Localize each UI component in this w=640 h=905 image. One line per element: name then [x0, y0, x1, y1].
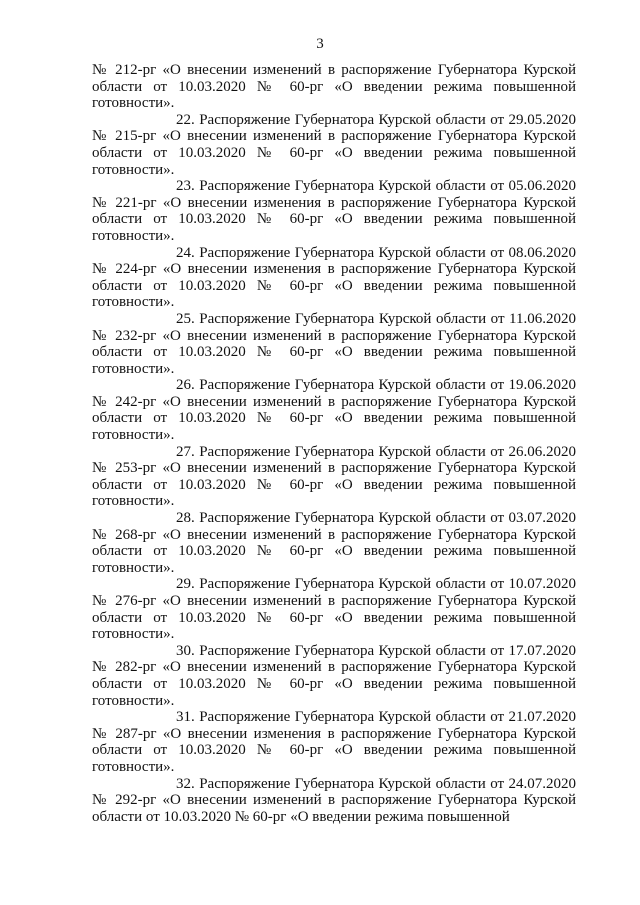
list-item	[92, 178, 576, 244]
item-text: Распоряжение Губернатора Курской области от 10.07.2020 № 276-рг «О внесении изменений в распоряжение Губернатора Курской области от 10.03.2020 № 60-рг «О введении режима повышенной готовности».	[92, 576, 577, 643]
list-item	[92, 576, 576, 642]
page-number: 3	[316, 36, 324, 52]
item-number: 30.	[176, 642, 195, 659]
item-text: Распоряжение Губернатора Курской области от 26.06.2020 № 253-рг «О внесении изменений в распоряжение Губернатора Курской области от 10.03.2020 № 60-рг «О введении режима повышенной готовности».	[92, 443, 577, 510]
item-number: 25.	[176, 310, 195, 327]
item-number: 22.	[176, 111, 195, 128]
item-text: Распоряжение Губернатора Курской области от 29.05.2020 № 215-рг «О внесении изменений в распоряжение Губернатора Курской области от 10.03.2020 № 60-рг «О введении режима повышенной готовности».	[92, 111, 577, 178]
item-number: 24.	[176, 244, 195, 261]
list-item	[92, 776, 576, 826]
document-body	[92, 62, 576, 825]
item-number: 27.	[176, 443, 195, 460]
list-item	[92, 311, 576, 377]
item-number: 31.	[176, 709, 195, 726]
continued-paragraph: № 212-рг «О внесении изменений в распоряжение Губернатора Курской области от 10.03.2020 № 60-рг «О введении режима повышенной готовности».	[92, 62, 576, 112]
list-item	[92, 377, 576, 443]
item-text: Распоряжение Губернатора Курской области от 03.07.2020 № 268-рг «О внесении изменений в распоряжение Губернатора Курской области от 10.03.2020 № 60-рг «О введении режима повышенной готовности».	[92, 510, 577, 576]
list-item	[92, 709, 576, 775]
item-number: 32.	[176, 775, 195, 792]
list-item	[92, 444, 576, 510]
item-text: Распоряжение Губернатора Курской области от 17.07.2020 № 282-рг «О внесении изменений в распоряжение Губернатора Курской области от 10.03.2020 № 60-рг «О введении режима повышенной готовности».	[92, 642, 577, 709]
item-text: Распоряжение Губернатора Курской области от 05.06.2020 № 221-рг «О внесении изменения в распоряжение Губернатора Курской области от 10.03.2020 № 60-рг «О введении режима повышенной готовности».	[92, 178, 577, 244]
list-item	[92, 112, 576, 178]
item-text: Распоряжение Губернатора Курской области от 21.07.2020 № 287-рг «О внесении изменения в распоряжение Губернатора Курской области от 10.03.2020 № 60-рг «О введении режима повышенной готовности».	[92, 709, 577, 775]
item-text: Распоряжение Губернатора Курской области от 08.06.2020 № 224-рг «О внесении изменения в распоряжение Губернатора Курской области от 10.03.2020 № 60-рг «О введении режима повышенной готовности».	[92, 244, 577, 311]
item-number: 23.	[176, 178, 195, 195]
list-item	[92, 643, 576, 709]
item-number: 26.	[176, 377, 195, 394]
list-item	[92, 245, 576, 311]
item-number: 29.	[176, 576, 195, 593]
list-item	[92, 510, 576, 576]
item-number: 28.	[176, 510, 195, 527]
item-text: Распоряжение Губернатора Курской области от 24.07.2020 № 292-рг «О внесении изменений в распоряжение Губернатора Курской области от 10.03.2020 № 60-рг «О введении режима повышенной	[92, 775, 577, 825]
item-text: Распоряжение Губернатора Курской области от 11.06.2020 № 232-рг «О внесении изменений в распоряжение Губернатора Курской области от 10.03.2020 № 60-рг «О введении режима повышенной готовности».	[92, 310, 576, 377]
item-text: Распоряжение Губернатора Курской области от 19.06.2020 № 242-рг «О внесении изменений в распоряжение Губернатора Курской области от 10.03.2020 № 60-рг «О введении режима повышенной готовности».	[92, 377, 577, 444]
